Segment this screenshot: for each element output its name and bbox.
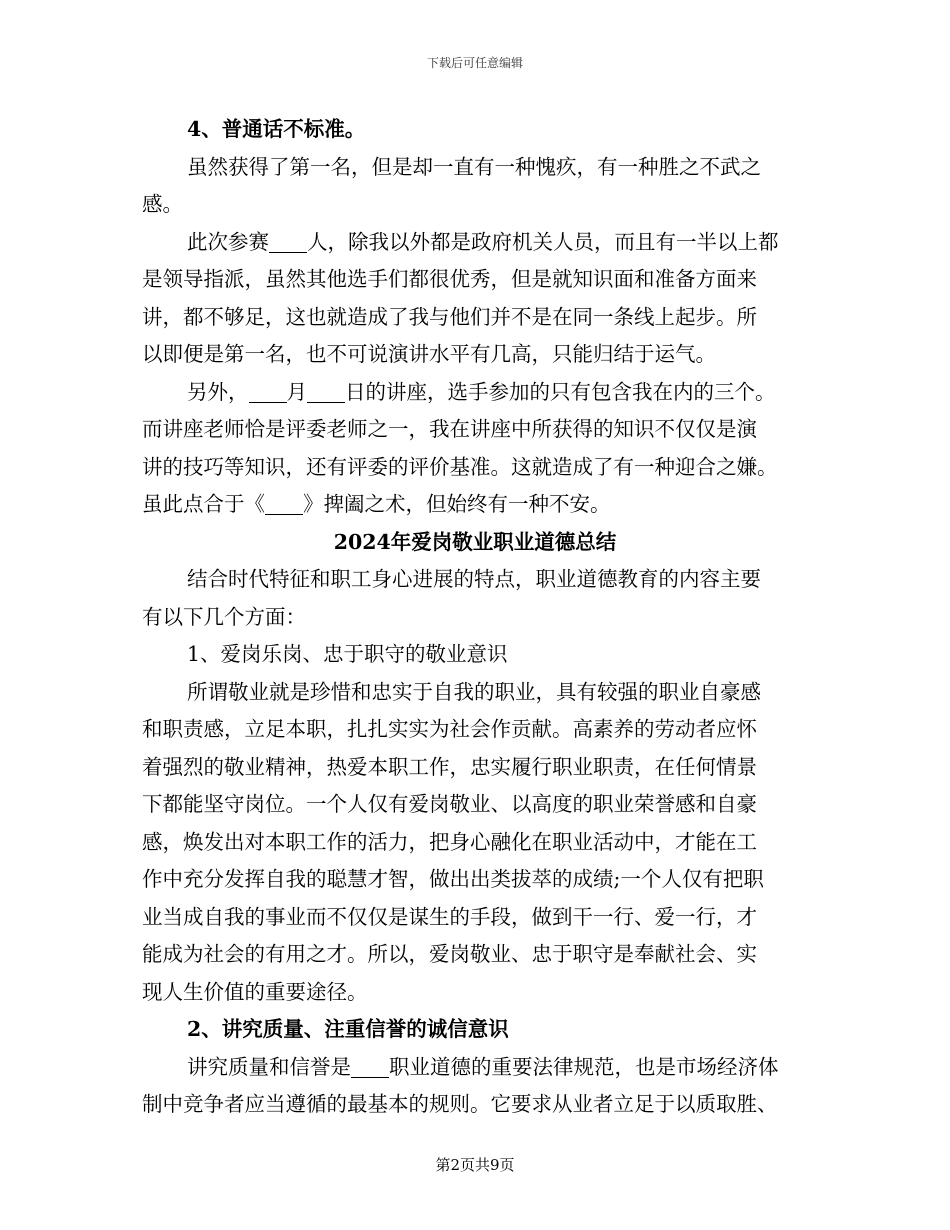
paragraph-line: 结合时代特征和职工身心进展的特点，职业道德教育的内容主要 — [187, 567, 761, 591]
paragraph-line: 和职责感，立足本职，扎扎实实为社会作贡献。高素养的劳动者应怀 — [142, 717, 757, 741]
fill-in-blank — [265, 492, 303, 515]
text-segment: 人，除我以外都是政府机关人员，而且有一半以上都 — [307, 229, 779, 254]
paragraph-line: 以即便是第一名，也不可说演讲水平有几高，只能归结于运气。 — [142, 342, 716, 366]
document-body — [142, 111, 808, 1124]
paragraph-line: 作中充分发挥自我的聪慧才智，做出出类拔萃的成绩;一个人仅有把职 — [142, 867, 764, 891]
paragraph-line: 是领导指派，虽然其他选手们都很优秀，但是就知识面和准备方面来 — [142, 267, 757, 291]
list-heading-1: 1、爱岗乐岗、忠于职守的敬业意识 — [187, 642, 508, 666]
paragraph-line: 而讲座老师恰是评委老师之一，我在讲座中所获得的知识不仅仅是演 — [142, 417, 757, 441]
paragraph-line: 感。 — [142, 192, 183, 216]
text-segment: 讲究质量和信誉是 — [187, 1054, 351, 1079]
paragraph-line: 有以下几个方面： — [142, 604, 306, 629]
paragraph-line — [142, 224, 808, 262]
page-number: 第2页共9页 — [435, 1156, 515, 1174]
paragraph-line: 现人生价值的重要途径。 — [142, 979, 368, 1004]
list-heading-4: 4、普通话不标准。 — [187, 117, 366, 141]
paragraph-line — [142, 486, 808, 524]
text-segment: 虽此点合于《 — [142, 492, 265, 516]
fill-in-blank — [269, 230, 307, 253]
text-segment: 月 — [286, 379, 307, 404]
text-segment: 日的讲座，选手参加的只有包含我在内的三个。 — [345, 379, 776, 404]
header-note: 下载后可任意编辑 — [426, 56, 523, 70]
text-segment: 另外， — [187, 379, 249, 404]
paragraph-line: 着强烈的敬业精神，热爱本职工作，忠实履行职业职责，在任何情景 — [142, 754, 757, 779]
paragraph-line: 业当成自我的事业而不仅仅是谋生的手段，做到干一行、爱一行，才 — [142, 904, 757, 929]
fill-in-blank — [351, 1055, 389, 1078]
text-segment: 此次参赛 — [187, 229, 269, 254]
paragraph-line — [142, 374, 808, 412]
paragraph-line: 讲，都不够足，这也就造成了我与他们并不是在同一条线上起步。所 — [142, 304, 757, 329]
paragraph-line: 虽然获得了第一名，但是却一直有一种愧疚，有一种胜之不武之 — [187, 154, 761, 179]
fill-in-blank — [249, 380, 287, 403]
paragraph-line: 制中竞争者应当遵循的最基本的规则。它要求从业者立足于以质取胜、 — [142, 1092, 778, 1116]
paragraph-line: 下都能坚守岗位。一个人仅有爱岗敬业、以高度的职业荣誉感和自豪 — [142, 792, 757, 816]
list-heading-2: 2、讲究质量、注重信誉的诚信意识 — [187, 1017, 509, 1041]
section-title: 2024年爱岗敬业职业道德总结 — [333, 529, 617, 554]
paragraph-line: 能成为社会的有用之才。所以，爱岗敬业、忠于职守是奉献社会、实 — [142, 942, 757, 966]
paragraph-line: 所谓敬业就是珍惜和忠实于自我的职业，具有较强的职业自豪感 — [187, 679, 761, 704]
paragraph-line — [142, 1049, 808, 1087]
paragraph-line: 感，焕发出对本职工作的活力，把身心融化在职业活动中，才能在工 — [142, 829, 757, 854]
paragraph-line: 讲的技巧等知识，还有评委的评价基准。这就造成了有一种迎合之嫌。 — [142, 454, 778, 479]
text-segment: 职业道德的重要法律规范，也是市场经济体 — [389, 1054, 779, 1079]
text-segment: 》捭阖之术，但始终有一种不安。 — [303, 492, 611, 516]
fill-in-blank — [307, 380, 345, 403]
